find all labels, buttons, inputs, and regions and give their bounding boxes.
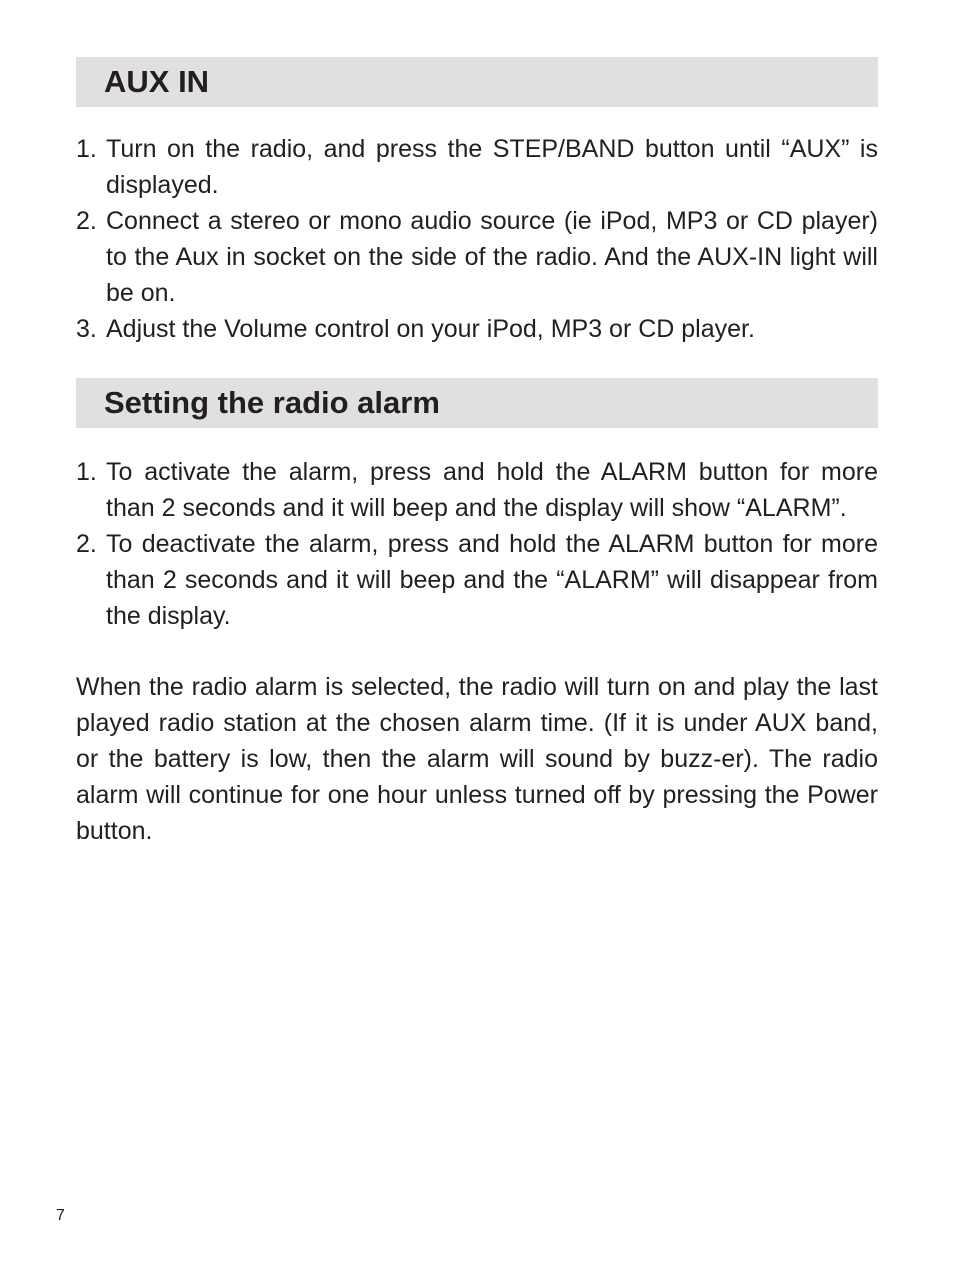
section-title: Setting the radio alarm [104, 385, 440, 420]
list-item [76, 203, 878, 311]
step-text: To deactivate the alarm, press and hold the ALARM button for more than 2 seconds and it will beep and the “ALARM” will disappear from the display. [106, 530, 878, 630]
section-title: AUX IN [104, 64, 210, 99]
radio-alarm-steps [76, 454, 878, 634]
step-text: Adjust the Volume control on your iPod, MP3 or CD player. [106, 315, 755, 343]
step-number: 1. [76, 458, 97, 486]
list-item [76, 131, 878, 203]
list-item [76, 454, 878, 526]
step-text: Connect a stereo or mono audio source (ie iPod, MP3 or CD player) to the Aux in socket on the side of the radio. And the AUX-IN light will be on. [106, 207, 878, 307]
alarm-description: When the radio alarm is selected, the radio will turn on and play the last played radio station at the chosen alarm time. (If it is under AUX band, or the battery is low, then the alarm will sound by buzz-er). The radio alarm will continue for one hour unless turned off by pressing the Power button. [76, 673, 878, 845]
step-number: 2. [76, 530, 97, 558]
section-header-radio-alarm [76, 378, 878, 428]
page-number: 7 [56, 1207, 65, 1224]
step-number: 3. [76, 315, 97, 343]
section-header-aux-in [76, 57, 878, 107]
step-number: 2. [76, 207, 97, 235]
list-item [76, 526, 878, 634]
step-number: 1. [76, 135, 97, 163]
list-item [76, 311, 878, 347]
step-text: To activate the alarm, press and hold the ALARM button for more than 2 seconds and it will beep and the display will show “ALARM”. [106, 458, 878, 522]
step-text: Turn on the radio, and press the STEP/BAND button until “AUX” is displayed. [106, 135, 878, 199]
aux-in-steps [76, 131, 878, 347]
